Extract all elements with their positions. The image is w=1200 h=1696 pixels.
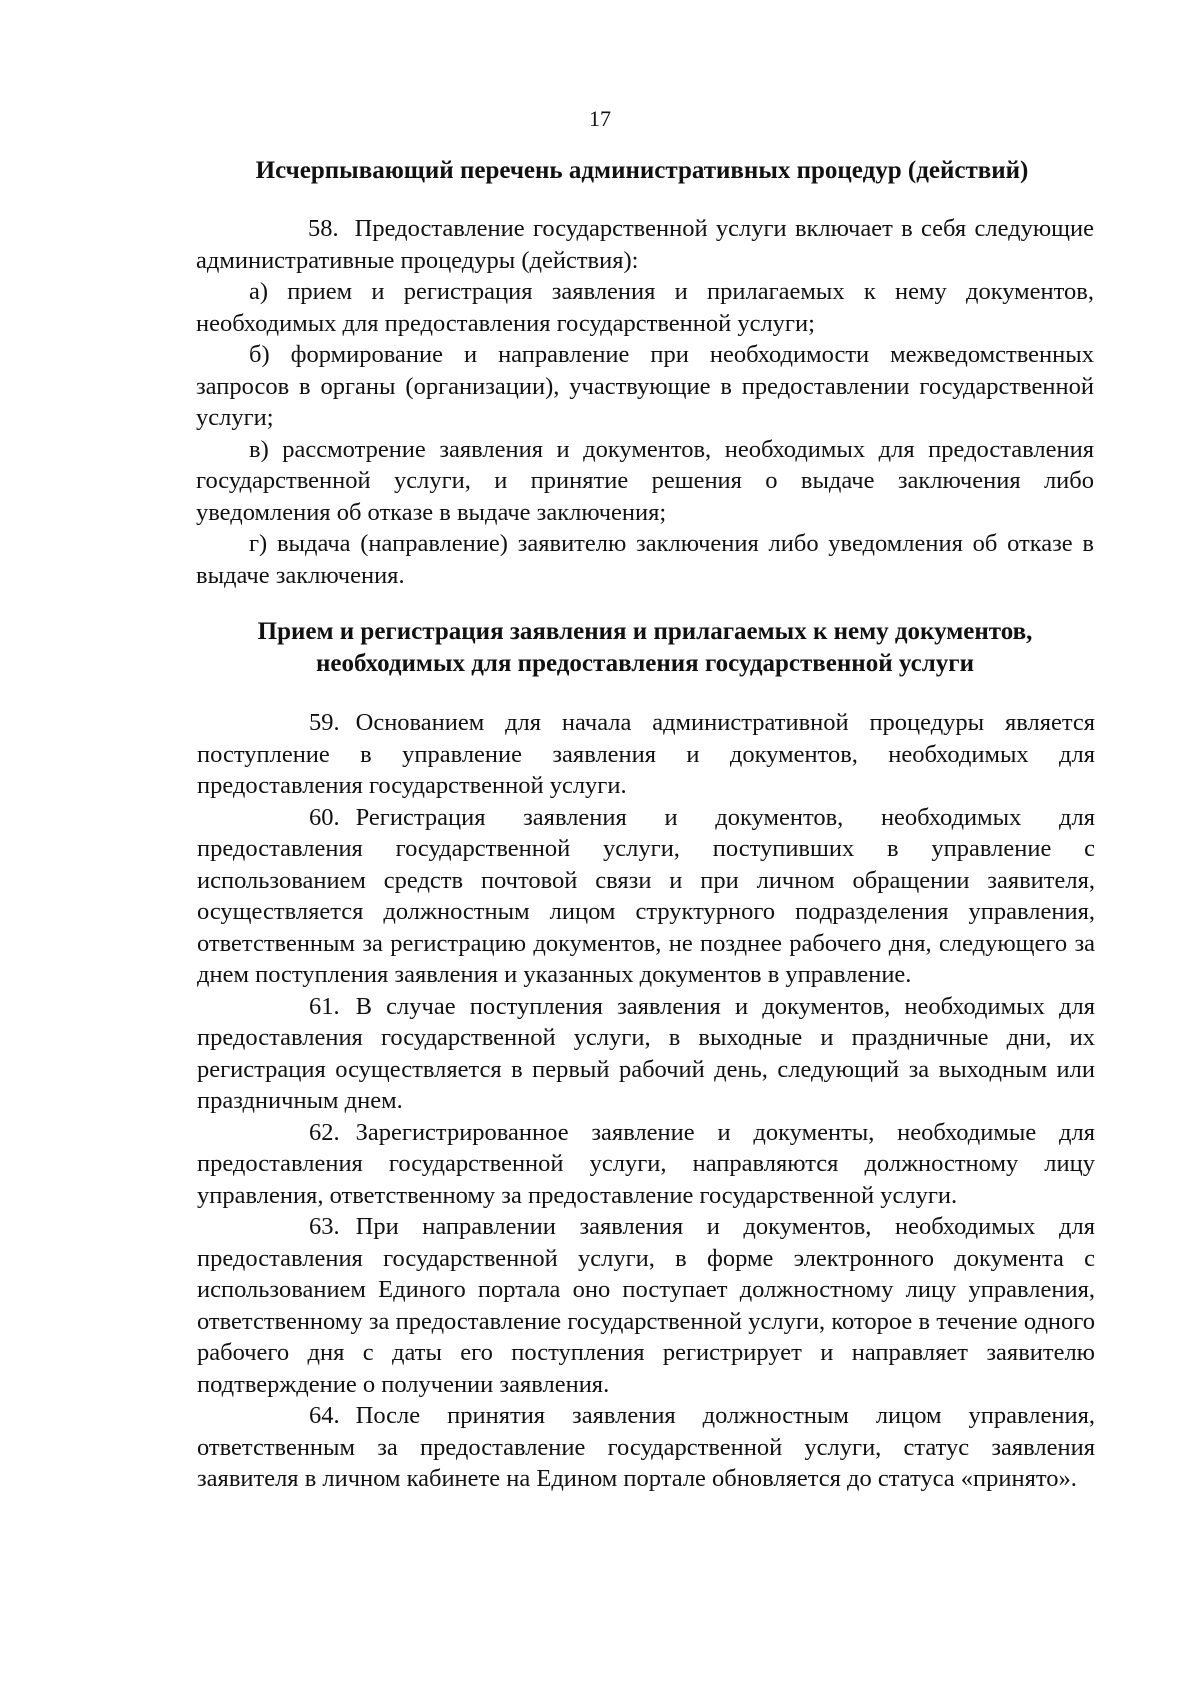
paragraph-text: После принятия заявления должностным лицом управления, ответственным за предоставление государственной услуги, статус заявления заявителя в личном кабинете на Едином портале обновляется до статуса «принято».	[197, 1402, 1095, 1492]
section-procedures-body	[196, 213, 1094, 591]
paragraph-text: При направлении заявления и документов, необходимых для предоставления государственной услуги, в форме электронного документа с использованием Единого портала оно поступает должностному лицу управления, ответственному за предоставление государственной услуги, которое в течение одного рабочего дня с даты его поступления регистрирует и направляет заявителю подтверждение о получении заявления.	[197, 1213, 1095, 1398]
paragraph-63	[197, 1211, 1095, 1400]
paragraph-number: 59.	[309, 709, 340, 736]
list-item-v	[196, 434, 1094, 529]
section-heading-registration	[205, 616, 1085, 680]
page-number: 17	[589, 106, 611, 131]
paragraph-62	[197, 1117, 1095, 1212]
paragraph-60	[197, 802, 1095, 991]
list-item-a	[196, 276, 1094, 339]
paragraph-text: В случае поступления заявления и документов, необходимых для предоставления государственной услуги, в выходные и праздничные дни, их регистрация осуществляется в первый рабочий день, следующий за выходным или праздничным днем.	[197, 992, 1095, 1114]
paragraph-number: 63.	[309, 1213, 340, 1240]
paragraph-text: Зарегистрированное заявление и документы, необходимые для предоставления государственной услуги, направляются должностному лицу управления, ответственному за предоставление государственной услуги.	[197, 1118, 1095, 1209]
paragraph-64	[197, 1400, 1095, 1495]
paragraph-61	[197, 991, 1095, 1117]
paragraph-text: Предоставление государственной услуги включает в себя следующие административные процедуры (действия):	[196, 215, 1094, 274]
paragraph-text: Основанием для начала административной процедуры является поступление в управление заявления и документов, необходимых для предоставления государственной услуги.	[197, 709, 1095, 799]
list-item-text: б) формирование и направление при необходимости межведомственных запросов в органы (организации), участвующие в предоставлении государственной услуги;	[196, 341, 1094, 431]
paragraph-number: 58.	[308, 215, 339, 242]
paragraph-number: 60.	[309, 803, 340, 831]
list-item-text: а) прием и регистрация заявления и прилагаемых к нему документов, необходимых для предоставления государственной услуги;	[196, 278, 1094, 337]
heading-line: необходимых для предоставления государственной услуги	[316, 650, 974, 677]
paragraph-number: 62.	[309, 1118, 340, 1146]
list-item-text: в) рассмотрение заявления и документов, необходимых для предоставления государственной услуги, и принятие решения о выдаче заключения либо уведомления об отказе в выдаче заключения;	[196, 435, 1094, 526]
list-item-text: г) выдача (направление) заявителю заключения либо уведомления об отказе в выдаче заключения.	[196, 530, 1094, 589]
paragraph-58	[196, 213, 1094, 276]
paragraph-number: 64.	[309, 1402, 340, 1429]
heading-line: Прием и регистрация заявления и прилагаемых к нему документов,	[257, 618, 1033, 645]
section-heading-procedures: Исчерпывающий перечень административных процедур (действий)	[255, 157, 1029, 184]
list-item-g	[196, 528, 1094, 591]
paragraph-text: Регистрация заявления и документов, необходимых для предоставления государственной услуги, поступивших в управление с использованием средств почтовой связи и при личном обращении заявителя, осуществляется должностным лицом структурного подразделения управления, ответственным за регистрацию документов, не позднее рабочего дня, следующего за днем поступления заявления и указанных документов в управление.	[197, 803, 1095, 988]
section-registration-body	[197, 707, 1095, 1495]
paragraph-number: 61.	[309, 992, 340, 1020]
list-item-b	[196, 339, 1094, 434]
paragraph-59	[197, 707, 1095, 802]
